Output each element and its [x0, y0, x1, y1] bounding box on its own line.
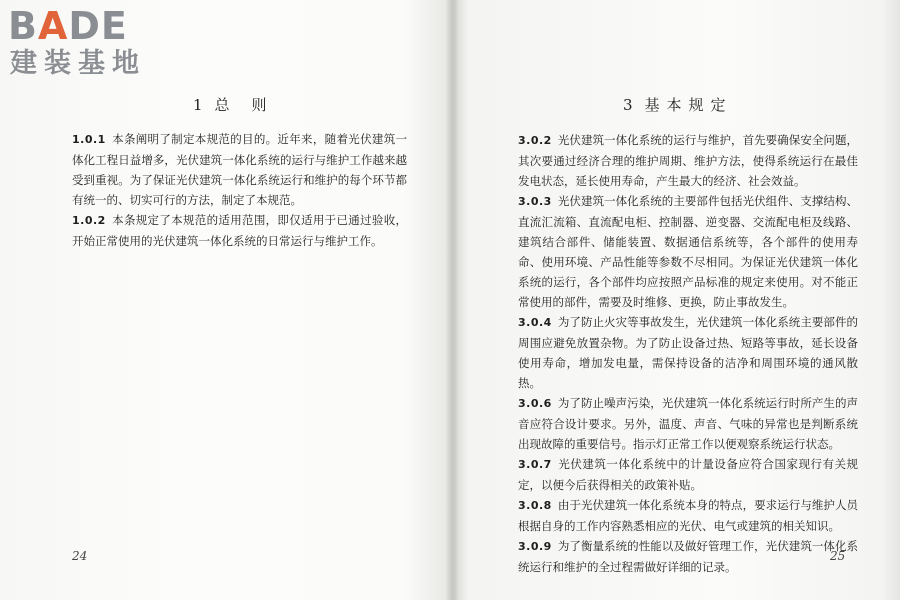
chapter-title-text: 总则	[214, 96, 289, 114]
clause	[518, 191, 858, 312]
clause-number: 3.0.9	[518, 540, 552, 553]
right-page	[458, 0, 900, 600]
clause-text: 为了衡量系统的性能以及做好管理工作，光伏建筑一体化系统运行和维护的全过程需做好详细的记录。	[518, 539, 858, 574]
page-body	[72, 129, 407, 251]
clause-number: 3.0.3	[518, 195, 552, 208]
clause-text: 光伏建筑一体化系统的主要部件包括光伏组件、支撑结构、直流汇流箱、直流配电柜、控制器、逆变器、交流配电柜及线路、建筑结合部件、储能装置、数据通信系统等，各个部件的使用寿命、使用环境、产品性能等参数不尽相同。为保证光伏建筑一体化系统的运行，各个部件均应按照产品标准的规定来使用。对不能正常使用的部件，需要及时维修、更换，防止事故发生。	[518, 194, 858, 309]
clause-number: 1.0.2	[72, 214, 106, 227]
clause	[72, 129, 407, 210]
chapter-title-text: 基本规定	[644, 96, 733, 114]
page-number: 25	[830, 549, 846, 563]
clause-text: 本条阐明了制定本规范的目的。近年来，随着光伏建筑一体化工程日益增多，光伏建筑一体化系统的运行与维护工作越来越受到重视。为了保证光伏建筑一体化系统运行和维护的每个环节都有统一的、切实可行的方法，制定了本规范。	[72, 132, 407, 207]
clause-number: 1.0.1	[72, 133, 106, 146]
clause-text: 光伏建筑一体化系统的运行与维护，首先要确保安全问题，其次要通过经济合理的维护周期、维护方法，使得系统运行在最佳发电状态，延长使用寿命，产生最大的经济、社会效益。	[518, 133, 858, 188]
chapter-title	[623, 94, 733, 115]
clause-number: 3.0.4	[518, 316, 552, 329]
clause-text: 本条规定了本规范的适用范围，即仅适用于已通过验收，开始正常使用的光伏建筑一体化系统的日常运行与维护工作。	[72, 213, 407, 248]
clause-text: 由于光伏建筑一体化系统本身的特点，要求运行与维护人员根据自身的工作内容熟悉相应的光伏、电气或建筑的相关知识。	[518, 498, 858, 533]
page-number: 24	[72, 549, 88, 563]
logo-latin: BADE	[8, 4, 128, 48]
clause	[518, 454, 858, 495]
clause-text: 为了防止火灾等事故发生，光伏建筑一体化系统主要部件的周围应避免放置杂物。为了防止设备过热、短路等事故，延长设备使用寿命，增加发电量，需保持设备的洁净和周围环境的通风散热。	[518, 315, 858, 390]
chapter-title	[193, 94, 289, 115]
clause-number: 3.0.8	[518, 499, 552, 512]
page-body	[518, 130, 858, 577]
clause	[518, 130, 858, 191]
clause-text: 为了防止噪声污染，光伏建筑一体化系统运行时所产生的声音应符合设计要求。另外，温度、声音、气味的异常也是判断系统出现故障的重要信号。指示灯正常工作以便观察系统运行状态。	[518, 396, 858, 451]
clause-number: 3.0.2	[518, 134, 552, 147]
clause-text: 光伏建筑一体化系统中的计量设备应符合国家现行有关规定，以便今后获得相关的政策补贴。	[518, 457, 858, 492]
chapter-number: 1	[193, 96, 203, 114]
logo-chinese: 建装基地	[10, 48, 146, 79]
chapter-number: 3	[623, 96, 633, 114]
clause	[518, 393, 858, 454]
clause	[518, 312, 858, 393]
clause-number: 3.0.7	[518, 458, 552, 471]
clause	[518, 495, 858, 536]
clause	[72, 210, 407, 251]
clause-number: 3.0.6	[518, 397, 552, 410]
clause	[518, 536, 858, 577]
